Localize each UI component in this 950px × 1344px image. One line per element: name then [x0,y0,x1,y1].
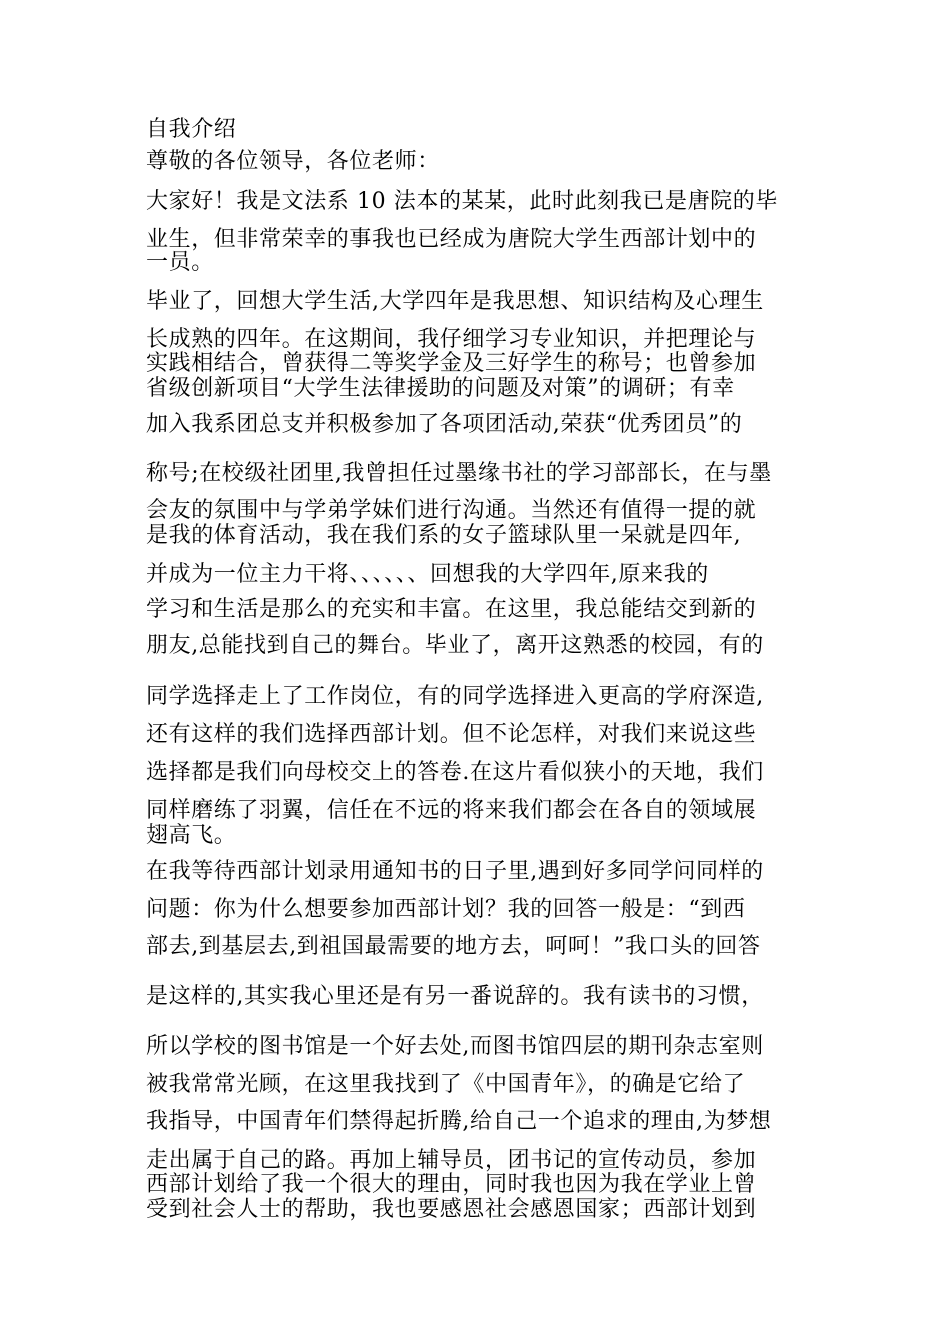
text-line: 我指导，中国青年们禁得起折腾,给自己一个追求的理由,为梦想 [146,1109,772,1134]
text-line: 并成为一位主力干将、、、、、、回想我的大学四年,原来我的 [146,562,709,587]
text-line: 被我常常光顾，在这里我找到了《中国青年》，的确是它给了 [146,1072,746,1097]
text-line: 朋友,总能找到自己的舞台。毕业了，离开这熟悉的校园，有的 [146,633,764,658]
text-line: 业生，但非常荣幸的事我也已经成为唐院大学生西部计划中的 [146,227,757,252]
text-line: 在我等待西部计划录用通知书的日子里,遇到好多同学问同样的 [146,859,764,884]
text-line: 省级创新项目“大学生法律援助的问题及对策”的调研；有幸 [146,376,735,401]
text-line: 同学选择走上了工作岗位，有的同学选择进入更高的学府深造, [146,684,764,709]
text-line: 走出属于自己的路。再加上辅导员，团书记的宣传动员，参加 [146,1148,757,1173]
text-line: 部去,到基层去,到祖国最需要的地方去，呵呵！”我口头的回答 [146,934,761,959]
text-line: 称号;在校级社团里,我曾担任过墨缘书社的学习部部长，在与墨 [146,461,772,486]
text-line: 西部计划给了我一个很大的理由，同时我也因为我在学业上曾 [146,1172,757,1197]
text-line: 一员。 [146,250,214,275]
text-line: 加入我系团总支并积极参加了各项团活动,荣获“优秀团员”的 [146,412,743,437]
document-title: 自我介绍 [146,117,237,142]
text-line: 是我的体育活动，我在我们系的女子篮球队里一呆就是四年, [146,523,742,548]
text-line: 长成熟的四年。在这期间，我仔细学习专业知识，并把理论与 [146,327,757,352]
text-line: 选择都是我们向母校交上的答卷.在这片看似狭小的天地，我们 [146,760,764,785]
text-line: 毕业了，回想大学生活,大学四年是我思想、知识结构及心理生 [146,289,764,314]
salutation: 尊敬的各位领导，各位老师： [146,149,440,174]
text-line: 所以学校的图书馆是一个好去处,而图书馆四层的期刊杂志室则 [146,1034,764,1059]
text-line: 实践相结合，曾获得二等奖学金及三好学生的称号；也曾参加 [146,351,757,376]
text-line: 翅高飞。 [146,823,237,848]
text-line: 是这样的,其实我心里还是有另一番说辞的。我有读书的习惯， [146,984,764,1009]
text-line: 还有这样的我们选择西部计划。但不论怎样，对我们来说这些 [146,722,757,747]
text-line: 大家好！我是文法系 10 法本的某某，此时此刻我已是唐院的毕 [146,189,778,214]
text-line: 会友的氛围中与学弟学妹们进行沟通。当然还有值得一提的就 [146,498,757,523]
text-line: 受到社会人士的帮助，我也要感恩社会感恩国家；西部计划到 [146,1197,757,1222]
text-line: 学习和生活是那么的充实和丰富。在这里，我总能结交到新的 [146,597,757,622]
text-line: 问题：你为什么想要参加西部计划？我的回答一般是：“到西 [146,897,746,922]
text-line: 同样磨练了羽翼，信任在不远的将来我们都会在各自的领域展 [146,798,757,823]
